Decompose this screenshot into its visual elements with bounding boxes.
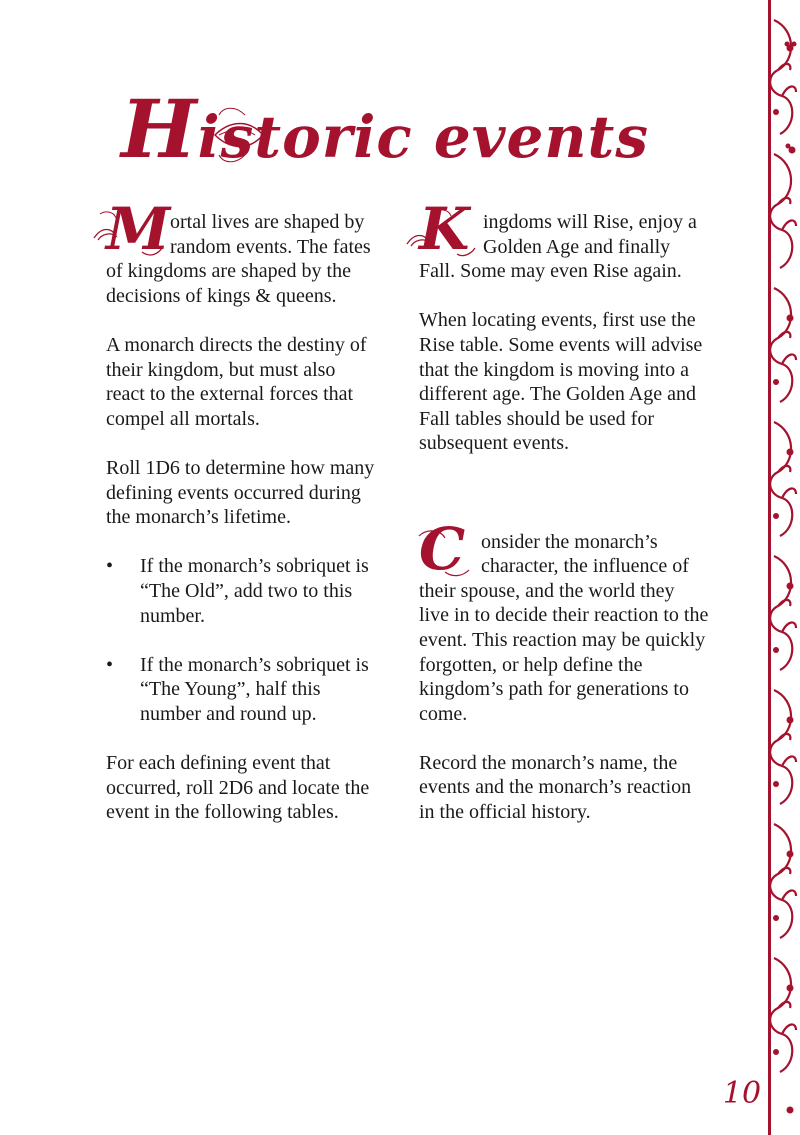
dropcap-m: M [92,208,164,258]
left-column [106,195,376,849]
paragraph-3: Roll 1D6 to determine how many defining events occurred during the monarch’s lifetime. [106,456,375,529]
bullet-icon: • [106,555,114,578]
term-golden-age: Golden Age [565,383,663,406]
list-item: • If the monarch’s sobriquet is “The Young”, half this number and round up. [106,653,369,725]
kingdoms-paragraph: K ingdoms will Rise, enjoy a Golden Age and finally Fall. Some may even Rise again. [419,210,709,284]
term-fall: Fall [419,260,451,283]
consider-paragraph: C onsider the monarch’s character, the influence of their spouse, and the world they live in to decide their reaction to the event. This reaction may be quickly forgotten, or help define the kingdom’s path for generations to come. [419,530,709,727]
page-title [0,82,770,176]
term-golden-age: Golden Age [483,235,580,258]
term-fall: Fall [419,407,451,430]
bullet-list [106,554,376,726]
title-rest: istoric events [197,103,649,171]
locating-paragraph: When locating events, first use the Rise table. Some events will advise that the kingdom is moving into a different age. The Golden Age and Fall tables should be used for subsequent events. [419,309,703,455]
bullet-icon: • [106,653,114,676]
list-item: • If the monarch’s sobriquet is “The Old”, add two to this number. [106,555,369,627]
title-initial: H [121,82,198,176]
term-rise: Rise [593,211,629,233]
decorative-vine-border [762,0,800,1135]
right-column [419,195,709,849]
paragraph-4: For each defining event that occurred, roll 2D6 and locate the event in the following tables. [106,752,370,824]
term-rise: Rise [419,333,455,356]
intro-text: ortal lives are shaped by random events. The fates of kingdoms are shaped by the decisions of kings & queens. [106,211,371,307]
record-paragraph: Record the monarch’s name, the events and the monarch’s reaction in the official history. [419,751,692,824]
paragraph-2: A monarch directs the destiny of their kingdom, but must also react to the external forces that compel all mortals. [106,333,367,430]
dropcap-k: K [405,208,477,258]
term-rise: Rise [592,260,629,283]
page-number: 10 [722,1076,762,1111]
intro-paragraph [106,195,376,308]
dropcap-c: C [415,528,475,578]
